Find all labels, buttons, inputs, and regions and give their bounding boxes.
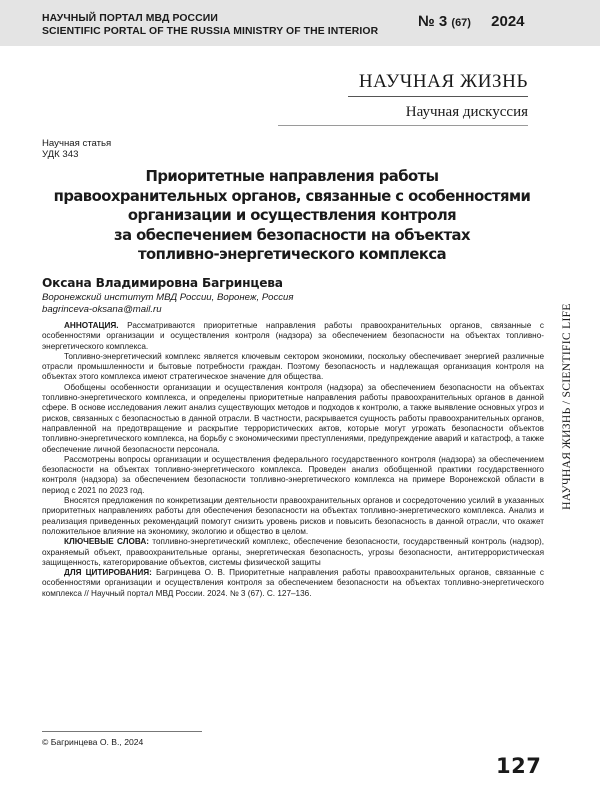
copyright-notice: © Багринцева О. В., 2024 xyxy=(42,737,144,747)
title-line: правоохранительных органов, связанные с особенностями xyxy=(53,187,531,205)
citation-text: Багринцева О. В. Приоритетные направления работы правоохранительных органов, связанные с особенностями организации и осуществления контроля за обеспечением безопасности на объектах топливно-энергетического комплекса // Научный портал МВД России. 2024. № 3 (67). С. 127–136. xyxy=(42,568,544,598)
title-line: Приоритетные направления работы xyxy=(145,168,439,185)
body-paragraph: Обобщены особенности организации и осуществления контроля (надзора) за обеспечением безопасности на объектах топливно-энергетического комплекса, и определены приоритетные направления работы правоохранительных органов в данной сфере. В основе исследования лежит анализ существующих методов и подходов к контролю, а также выявление основных угроз и рисков, связанных с безопасностью в данной отрасли. В частности, раскрывается сущность работы правоохранительных органов, направленной на предотвращение и раскрытие террористических актов, которые могут угрожать безопасности объектов топливно-энергетического комплекса, на борьбу с экономическими преступлениями, предупреждение аварий и катастроф, а также обеспечение личной безопасности персонала. xyxy=(42,382,544,454)
title-line: топливно-энергетического комплекса xyxy=(137,246,447,264)
body-paragraph: Вносятся предложения по конкретизации деятельности правоохранительных органов и сосредоточению усилий в указанных приоритетных направлениях работы для обеспечения безопасности на объектах топливно-энергетического комплекса. Анализ и реализация приведенных рекомендаций помогут снизить уровень рисков и повысить безопасность в данной отрасли, что окажет положительное влияние на экономику, экологию и общество в целом. xyxy=(42,496,544,536)
section-rubric: Научная дискуссия xyxy=(405,104,528,120)
side-section-label xyxy=(556,298,576,514)
citation-paragraph xyxy=(42,568,544,599)
article-title xyxy=(40,167,544,265)
abstract-label: АННОТАЦИЯ. xyxy=(64,321,119,330)
author-email-link[interactable]: bagrinceva-oksana@mail.ru xyxy=(42,304,162,315)
portal-name-ru: НАУЧНЫЙ ПОРТАЛ МВД РОССИИ xyxy=(42,13,218,24)
udc-code: УДК 343 xyxy=(42,149,79,160)
section-title: НАУЧНАЯ ЖИЗНЬ xyxy=(358,71,528,92)
citation-label: ДЛЯ ЦИТИРОВАНИЯ: xyxy=(64,568,152,578)
side-label-text: НАУЧНАЯ ЖИЗНЬ / SCIENTIFIC LIFE xyxy=(559,302,573,510)
issue-number: № 3 xyxy=(418,13,448,30)
keywords-label: КЛЮЧЕВЫЕ СЛОВА: xyxy=(64,537,149,547)
body-paragraph: Рассмотрены вопросы организации и осуществления федерального государственного контроля (надзора) за обеспечением безопасности на объектах топливно-энергетического комплекса. Проведен анализ обобщенной практики государственного контроля (надзора) за обеспечением безопасности топливно-энергетического комплекса на примере Воронежской области в период с 2021 по 2023 год. xyxy=(42,454,544,495)
portal-name-en: SCIENTIFIC PORTAL OF THE RUSSIA MINISTRY OF THE INTERIOR xyxy=(42,26,379,37)
keywords-paragraph xyxy=(42,537,544,568)
author-name: Оксана Владимировна Багринцева xyxy=(42,276,283,290)
footer-divider xyxy=(42,731,202,732)
title-line: организации и осуществления контроля xyxy=(127,207,457,225)
page-number: 127 xyxy=(496,754,542,778)
issue-total: (67) xyxy=(451,17,471,29)
article-type: Научная статья xyxy=(42,138,112,149)
abstract-block xyxy=(42,321,544,599)
issue-info xyxy=(418,13,525,30)
rubric-divider xyxy=(278,125,528,126)
abstract-paragraph xyxy=(42,321,544,352)
issue-year: 2024 xyxy=(491,13,525,30)
section-divider xyxy=(348,96,528,97)
title-line: за обеспечением безопасности на объектах xyxy=(114,226,470,244)
body-paragraph: Топливно-энергетический комплекс является ключевым сектором экономики, поскольку обеспечивает энергией различные отрасли промышленности и бытовые потребности граждан. Поэтому безопасность и надлежащая организация контроля на объектах этого комплекса имеют стратегическое значение для общества. xyxy=(42,351,544,382)
keywords-text: топливно-энергетический комплекс, обеспечение безопасности, государственный контроль (надзор), охраняемый объект, правоохранительные органы, энергетическая безопасность, угрозы безопасности, антитеррористическая защищенность, категорирование объектов, системы физической защиты xyxy=(42,537,544,567)
author-affiliation: Воронежский институт МВД России, Воронеж, Россия xyxy=(42,292,294,303)
abstract-text: Рассматриваются приоритетные направления работы правоохранительных органов, связанные с особенностями организации и осуществления контроля (надзора) за обеспечением безопасности на объектах топливно-энергетического комплекса. xyxy=(42,321,544,351)
